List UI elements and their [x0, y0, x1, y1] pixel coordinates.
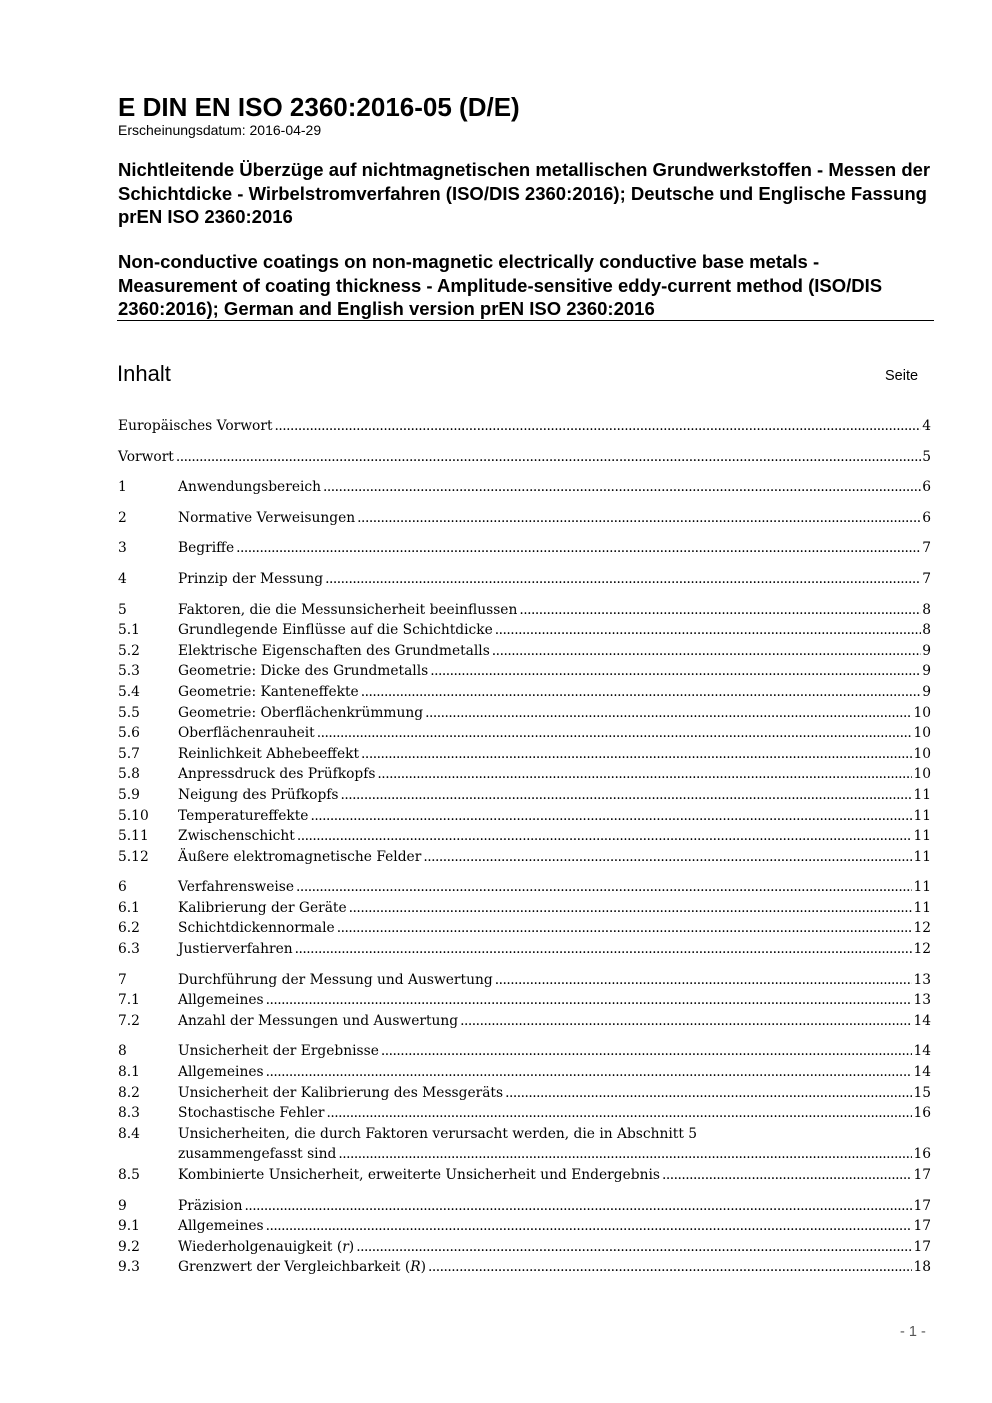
toc-entry-title: Justierverfahren [178, 941, 293, 958]
toc-entry-title: Schichtdickennormale [178, 920, 335, 937]
toc-leader-dots [377, 764, 912, 785]
toc-entry-title: Temperatureffekte [178, 807, 309, 824]
toc-entry-title: Europäisches Vorwort [118, 418, 273, 434]
document-id: E DIN EN ISO 2360:2016-05 (D/E) [118, 92, 520, 122]
toc-entry-number: 5.10 [118, 807, 149, 824]
toc-leader-dots [341, 785, 913, 806]
toc-entry-page: 10 [913, 766, 931, 783]
toc-entry-page: 15 [913, 1084, 931, 1101]
toc-entry[interactable] [118, 826, 931, 847]
toc-entry-number: 5.3 [118, 663, 140, 680]
toc-leader-dots [310, 806, 912, 827]
toc-entry-page: 4 [922, 418, 931, 434]
toc-entry-number: 5.12 [118, 848, 149, 865]
toc-entry-page: 10 [913, 745, 931, 762]
toc-leader-dots [349, 898, 913, 919]
toc-entry-page: 11 [913, 807, 931, 824]
toc-entry[interactable] [118, 508, 931, 529]
page-number: - 1 - [900, 1324, 926, 1340]
toc-entry-title: Äußere elektromagnetische Felder [178, 848, 422, 865]
toc-entry-number: 6.3 [118, 941, 140, 958]
toc-entry[interactable] [118, 898, 931, 919]
toc-entry[interactable] [118, 764, 931, 785]
toc-entry-title: Geometrie: Oberflächenkrümmung [178, 704, 424, 721]
toc-entry-number: 3 [118, 540, 127, 557]
toc-entry-page: 8 [922, 601, 931, 618]
toc-leader-dots [296, 877, 912, 898]
toc-leader-dots [236, 538, 921, 559]
toc-entry-number: 5.5 [118, 704, 140, 721]
toc-entry[interactable] [118, 1257, 931, 1278]
toc-entry[interactable] [118, 1216, 931, 1237]
toc-entry[interactable] [118, 477, 931, 498]
toc-leader-dots [356, 1237, 912, 1258]
toc-entry-number: 5.8 [118, 766, 140, 783]
toc-entry-number: 8.5 [118, 1167, 140, 1183]
toc-entry-title: Prinzip der Messung [178, 570, 324, 587]
toc-entry-page: 13 [913, 992, 931, 1009]
toc-entry-title: Allgemeines [178, 1218, 264, 1235]
toc-entry-page: 6 [922, 479, 931, 496]
toc-entry[interactable] [118, 1041, 931, 1062]
toc-entry-title: Unsicherheit der Ergebnisse [178, 1043, 379, 1060]
toc-leader-dots [325, 569, 921, 590]
toc-entry-title: Anpressdruck des Prüfkopfs [178, 766, 376, 783]
toc-leader-dots [326, 1103, 912, 1124]
toc-entry-number: 5.11 [118, 828, 149, 845]
toc-entry[interactable] [118, 620, 931, 641]
toc-entry[interactable] [118, 538, 931, 559]
toc-entry-page: 11 [913, 879, 931, 896]
toc-entry[interactable] [118, 1083, 931, 1104]
toc-entry[interactable] [118, 877, 931, 898]
title-german: Nichtleitende Überzüge auf nichtmagnetischen metallischen Grundwerkstoffen - Messen der Schichtdicke - Wirbelstromverfahren (ISO/DIS 2360:2016); Deutsche und Englische Fassung prEN ISO 2360:2016 [118, 159, 931, 227]
toc-entry-page: 17 [913, 1167, 931, 1183]
toc-entry-title: Vorwort [118, 448, 174, 465]
toc-entry-title: Oberflächenrauheit [178, 725, 315, 742]
toc-entry-page: 11 [913, 828, 931, 845]
toc-entry-page: 10 [913, 725, 931, 742]
toc-entry[interactable] [118, 744, 931, 765]
toc-leader-dots [505, 1083, 912, 1104]
toc-entry-number: 9.1 [118, 1218, 140, 1235]
toc-entry-title: Verfahrensweise [178, 879, 295, 896]
toc-entry-page: 7 [922, 540, 931, 557]
toc-entry-page: 14 [913, 1064, 931, 1081]
toc-entry[interactable] [118, 990, 931, 1011]
toc-entry-title: Allgemeines [178, 992, 264, 1009]
toc-entry-number: 1 [118, 479, 127, 496]
toc-entry-title: Anwendungsbereich [178, 479, 322, 496]
toc-leader-dots [357, 508, 921, 529]
toc-entry-title-cont: zusammengefasst sind [178, 1146, 337, 1163]
toc-entry-page: 11 [913, 786, 931, 803]
toc-entry-number: 6.1 [118, 899, 140, 916]
toc-entry-title: Geometrie: Kanteneffekte [178, 683, 359, 700]
toc-entry-title: Präzision [178, 1197, 243, 1214]
toc-entry-title: Grenzwert der Vergleichbarkeit (𝑅) [178, 1259, 426, 1276]
toc-leader-dots [266, 1062, 913, 1083]
toc-entry-title: Reinlichkeit Abhebeeffekt [178, 745, 360, 762]
toc-entry[interactable] [118, 1196, 931, 1217]
toc-entry-number: 5 [118, 601, 127, 618]
title-english: Non-conductive coatings on non-magnetic electrically conductive base metals - Measurement of coating thickness - Amplitude-sensitive eddy-current method (ISO/DIS 2360:2016); German and English version prEN ISO 2360:2016 [118, 251, 883, 319]
toc-leader-dots [519, 600, 921, 621]
toc-entry[interactable] [118, 918, 931, 939]
toc-entry[interactable] [118, 600, 931, 621]
toc-entry[interactable] [118, 1103, 931, 1124]
toc-entry[interactable] [118, 806, 931, 827]
toc-leader-dots [495, 620, 921, 641]
toc-entry-page: 6 [922, 509, 931, 526]
toc-leader-dots [361, 744, 912, 765]
toc-leader-dots [317, 723, 913, 744]
toc-entry-title: Neigung des Prüfkopfs [178, 786, 339, 803]
toc-leader-dots [275, 416, 922, 437]
toc-entry-page: 10 [913, 704, 931, 721]
toc-heading: Inhalt [117, 361, 171, 386]
toc-leader-dots [425, 703, 912, 724]
toc-entry-number: 9.2 [118, 1238, 140, 1255]
toc-entry-page: 11 [913, 848, 931, 865]
toc-entry-number: 5.6 [118, 725, 140, 742]
toc-entry[interactable] [118, 1062, 931, 1083]
toc-entry-title: Unsicherheit der Kalibrierung des Messgeräts [178, 1084, 504, 1101]
toc-entry-page: 9 [922, 663, 931, 680]
toc-entry[interactable] [118, 1124, 931, 1145]
toc-entry[interactable] [118, 682, 931, 703]
toc-entry-title: Geometrie: Dicke des Grundmetalls [178, 663, 429, 680]
toc-leader-dots [428, 1257, 912, 1278]
toc-leader-dots [361, 682, 922, 703]
toc-leader-dots [176, 447, 921, 468]
toc-entry-title: Begriffe [178, 540, 235, 557]
toc-entry-page: 14 [913, 1012, 931, 1029]
toc-entry-page: 17 [913, 1238, 931, 1255]
toc-leader-dots [492, 641, 921, 662]
toc-leader-dots [244, 1196, 912, 1217]
toc-entry-page: 5 [922, 448, 931, 465]
toc-leader-dots [266, 1216, 913, 1237]
toc-entry[interactable] [118, 723, 931, 744]
toc-entry-number: 5.4 [118, 683, 140, 700]
toc-entry-number: 5.7 [118, 745, 140, 762]
toc-entry-title: Kalibrierung der Geräte [178, 899, 347, 916]
toc-entry-title: Unsicherheiten, die durch Faktoren verursacht werden, die in Abschnitt 5 [178, 1125, 698, 1142]
toc-entry-title: Allgemeines [178, 1064, 264, 1081]
toc-entry-number: 9 [118, 1197, 127, 1214]
toc-entry[interactable] [118, 1237, 931, 1258]
toc-entry-page: 11 [913, 899, 931, 916]
toc-entry[interactable] [118, 641, 931, 662]
toc-entry[interactable] [118, 416, 931, 437]
toc-leader-dots [266, 990, 913, 1011]
toc-entry[interactable] [118, 785, 931, 806]
toc-leader-dots [295, 939, 913, 960]
toc-entry-page: 7 [922, 570, 931, 587]
toc-entry-title: Stochastische Fehler [178, 1105, 325, 1122]
toc-entry-title: Normative Verweisungen [178, 509, 356, 526]
toc-entry-number: 8 [118, 1043, 127, 1060]
toc-entry[interactable] [118, 1011, 931, 1032]
toc-page-label: Seite [885, 368, 919, 384]
toc-entry-page: 17 [913, 1218, 931, 1235]
toc-entry-title: Kombinierte Unsicherheit, erweiterte Unsicherheit und Endergebnis [178, 1167, 660, 1183]
toc-entry[interactable] [118, 661, 931, 682]
toc-entry-continuation[interactable] [118, 1144, 931, 1165]
toc-entry[interactable] [118, 703, 931, 724]
toc-leader-dots [337, 918, 913, 939]
toc-entry[interactable] [118, 970, 931, 991]
toc-entry-number: 6.2 [118, 920, 140, 937]
table-of-contents [118, 416, 931, 1278]
toc-entry-page: 17 [913, 1197, 931, 1214]
toc-leader-dots [430, 661, 921, 682]
toc-entry-number: 7 [118, 971, 127, 988]
toc-entry-number: 6 [118, 879, 127, 896]
toc-leader-dots [460, 1011, 912, 1032]
toc-leader-dots [323, 477, 921, 498]
toc-entry-title: Grundlegende Einflüsse auf die Schichtdicke [178, 622, 493, 639]
toc-entry-number: 8.4 [118, 1125, 140, 1142]
publication-date: Erscheinungsdatum: 2016-04-29 [118, 122, 322, 138]
toc-leader-dots [381, 1041, 913, 1062]
toc-entry-title: Zwischenschicht [178, 828, 295, 845]
toc-entry-page: 16 [913, 1105, 931, 1122]
toc-entry-page: 16 [913, 1146, 931, 1163]
toc-entry-page: 14 [913, 1043, 931, 1060]
title-divider [117, 320, 934, 321]
toc-entry-title: Elektrische Eigenschaften des Grundmetalls [178, 642, 490, 659]
toc-entry-number: 2 [118, 509, 127, 526]
toc-entry-number: 5.2 [118, 642, 140, 659]
toc-leader-dots [297, 826, 913, 847]
toc-entry[interactable] [118, 1165, 931, 1186]
toc-entry-title: Wiederholgenauigkeit (𝑟) [178, 1238, 355, 1255]
toc-entry-page: 12 [913, 920, 931, 937]
toc-entry-number: 7.1 [118, 992, 140, 1009]
toc-entry-number: 8.2 [118, 1084, 140, 1101]
toc-entry-title: Anzahl der Messungen und Auswertung [178, 1012, 459, 1029]
toc-entry-page: 9 [922, 683, 931, 700]
toc-entry-number: 5.9 [118, 786, 140, 803]
toc-entry-page: 13 [913, 971, 931, 988]
toc-entry[interactable] [118, 847, 931, 868]
toc-leader-dots [662, 1165, 912, 1186]
toc-entry-number: 8.1 [118, 1064, 140, 1081]
toc-entry[interactable] [118, 569, 931, 590]
toc-entry-number: 9.3 [118, 1259, 140, 1276]
toc-entry[interactable] [118, 939, 931, 960]
toc-entry-number: 4 [118, 570, 127, 587]
toc-entry-number: 8.3 [118, 1105, 140, 1122]
toc-entry[interactable] [118, 447, 931, 468]
toc-entry-title: Durchführung der Messung und Auswertung [178, 971, 493, 988]
toc-entry-page: 18 [913, 1259, 931, 1276]
toc-entry-page: 9 [922, 642, 931, 659]
toc-leader-dots [338, 1144, 912, 1165]
toc-leader-dots [495, 970, 913, 991]
toc-entry-number: 7.2 [118, 1012, 140, 1029]
toc-leader-dots [423, 847, 912, 868]
toc-entry-number: 5.1 [118, 622, 140, 639]
toc-entry-title: Faktoren, die die Messunsicherheit beeinflussen [178, 601, 518, 618]
toc-entry-page: 8 [922, 622, 931, 639]
toc-entry-page: 12 [913, 941, 931, 958]
